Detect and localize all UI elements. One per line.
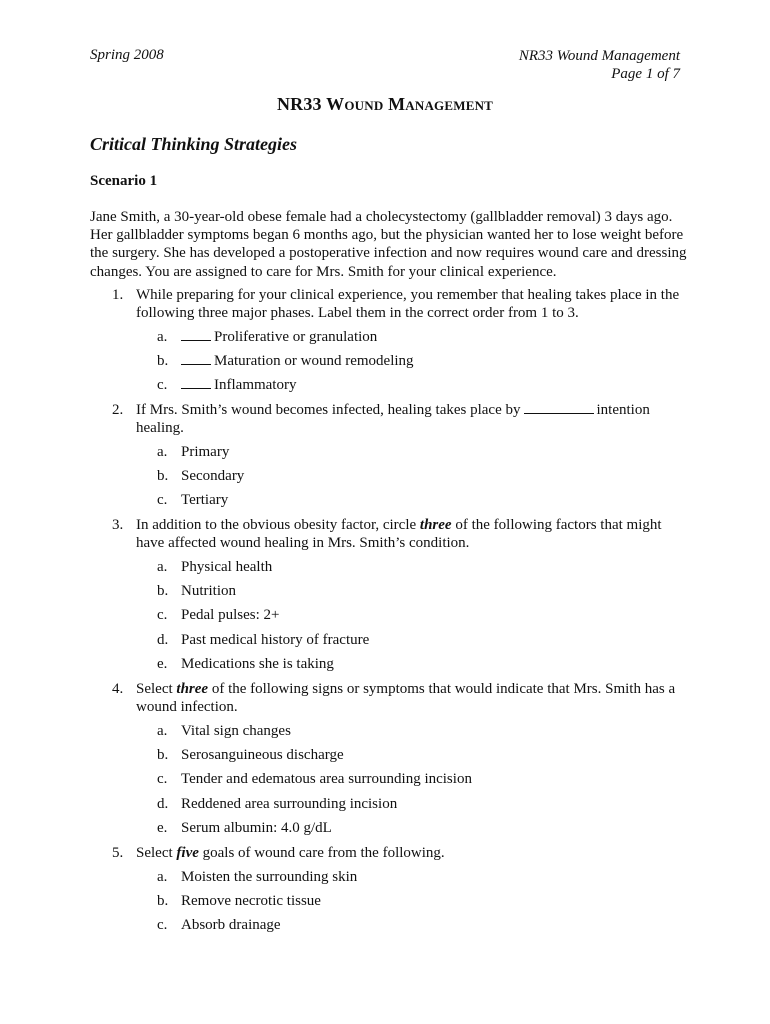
option-1a	[157, 328, 377, 346]
question-text-part: If Mrs. Smith’s wound becomes infected, healing takes place by	[136, 402, 521, 418]
question-2	[90, 401, 690, 437]
answer-blank	[524, 401, 594, 414]
option-3d	[157, 631, 369, 649]
option-text: Inflammatory	[214, 377, 297, 393]
question-text-part: Select	[136, 845, 173, 861]
option-letter: b.	[157, 893, 169, 909]
question-3	[90, 516, 690, 552]
question-text: While preparing for your clinical experience, you remember that healing takes place in the following three major phases. Label them in the correct order from 1 to 3.	[136, 287, 680, 322]
option-text: Serosanguineous discharge	[181, 747, 344, 763]
option-text: Maturation or wound remodeling	[214, 353, 414, 369]
option-5b	[157, 892, 321, 910]
option-1b	[157, 352, 414, 370]
option-text: Remove necrotic tissue	[181, 893, 321, 909]
option-text: Reddened area surrounding incision	[181, 796, 398, 812]
question-text-part: intention healing.	[136, 402, 650, 437]
question-5	[90, 844, 690, 862]
option-4c	[157, 770, 472, 788]
option-letter: e.	[157, 656, 168, 672]
option-text: Proliferative or granulation	[214, 329, 378, 345]
option-text: Vital sign changes	[181, 723, 291, 739]
question-text-part: goals of wound care from the following.	[202, 845, 445, 861]
option-2a	[157, 443, 229, 461]
header-page-number: Page 1 of 7	[611, 66, 680, 82]
question-text-part: of the following signs or symptoms that would indicate that Mrs. Smith has a wound infection.	[136, 681, 676, 716]
option-4b	[157, 746, 344, 764]
question-number: 2.	[112, 402, 124, 418]
option-4e	[157, 819, 332, 837]
option-letter: d.	[157, 796, 169, 812]
question-1	[90, 286, 690, 322]
option-text: Nutrition	[181, 583, 236, 599]
option-text: Primary	[181, 444, 230, 460]
option-4d	[157, 795, 397, 813]
question-text	[136, 401, 690, 437]
question-number: 3.	[112, 517, 124, 533]
header-course	[519, 47, 680, 83]
answer-blank	[181, 328, 211, 341]
section-heading: Critical Thinking Strategies	[90, 134, 298, 154]
option-3a	[157, 558, 272, 576]
option-letter: a.	[157, 723, 168, 739]
option-5a	[157, 868, 357, 886]
option-letter: b.	[157, 468, 169, 484]
option-text: Pedal pulses: 2+	[181, 607, 280, 623]
question-text	[136, 680, 690, 716]
option-text: Tender and edematous area surrounding incision	[181, 771, 472, 787]
option-3c	[157, 606, 279, 624]
option-text: Absorb drainage	[181, 917, 281, 933]
option-text: Medications she is taking	[181, 656, 334, 672]
option-text: Tertiary	[181, 492, 229, 508]
option-4a	[157, 722, 291, 740]
question-number: 1.	[112, 287, 124, 303]
option-letter: d.	[157, 632, 169, 648]
option-letter: b.	[157, 583, 169, 599]
option-letter: c.	[157, 377, 168, 393]
option-letter: c.	[157, 492, 168, 508]
question-number: 5.	[112, 845, 124, 861]
answer-blank	[181, 352, 211, 365]
question-emphasis: three	[419, 517, 452, 533]
question-4	[90, 680, 690, 716]
option-letter: a.	[157, 444, 168, 460]
scenario-heading: Scenario 1	[90, 173, 158, 189]
option-5c	[157, 916, 281, 934]
option-letter: c.	[157, 917, 168, 933]
option-text: Physical health	[181, 559, 273, 575]
question-text	[136, 516, 690, 552]
question-text-part: Select	[136, 681, 173, 697]
answer-blank	[181, 376, 211, 389]
option-letter: a.	[157, 329, 168, 345]
option-2b	[157, 467, 244, 485]
page-title: NR33 Wound Management	[276, 94, 494, 114]
option-1c	[157, 376, 296, 394]
option-letter: c.	[157, 771, 168, 787]
option-3b	[157, 582, 236, 600]
option-text: Moisten the surrounding skin	[181, 869, 358, 885]
option-text: Serum albumin: 4.0 g/dL	[181, 820, 332, 836]
question-emphasis: three	[176, 681, 209, 697]
question-emphasis: five	[176, 845, 199, 861]
option-letter: e.	[157, 820, 168, 836]
option-letter: c.	[157, 607, 168, 623]
option-3e	[157, 655, 334, 673]
scenario-intro: Jane Smith, a 30-year-old obese female had a cholecystectomy (gallbladder removal) 3 days ago. Her gallbladder symptoms began 6 months ago, but the physician wanted her to lose weight before the surgery. She has developed a postoperative infection and now requires wound care and dressing changes. You are assigned to care for Mrs. Smith for your clinical experience.	[90, 209, 687, 280]
question-number: 4.	[112, 681, 124, 697]
question-text-part: In addition to the obvious obesity factor, circle	[136, 517, 417, 533]
option-2c	[157, 491, 228, 509]
option-letter: a.	[157, 869, 168, 885]
header-course-title: NR33 Wound Management	[518, 48, 680, 64]
option-text: Past medical history of fracture	[181, 632, 370, 648]
question-text	[136, 844, 690, 862]
option-text: Secondary	[181, 468, 245, 484]
header-term: Spring 2008	[90, 47, 164, 63]
option-letter: b.	[157, 353, 169, 369]
option-letter: b.	[157, 747, 169, 763]
option-letter: a.	[157, 559, 168, 575]
question-text-part: of the following factors that might have affected wound healing in Mrs. Smith’s condition.	[136, 517, 662, 552]
